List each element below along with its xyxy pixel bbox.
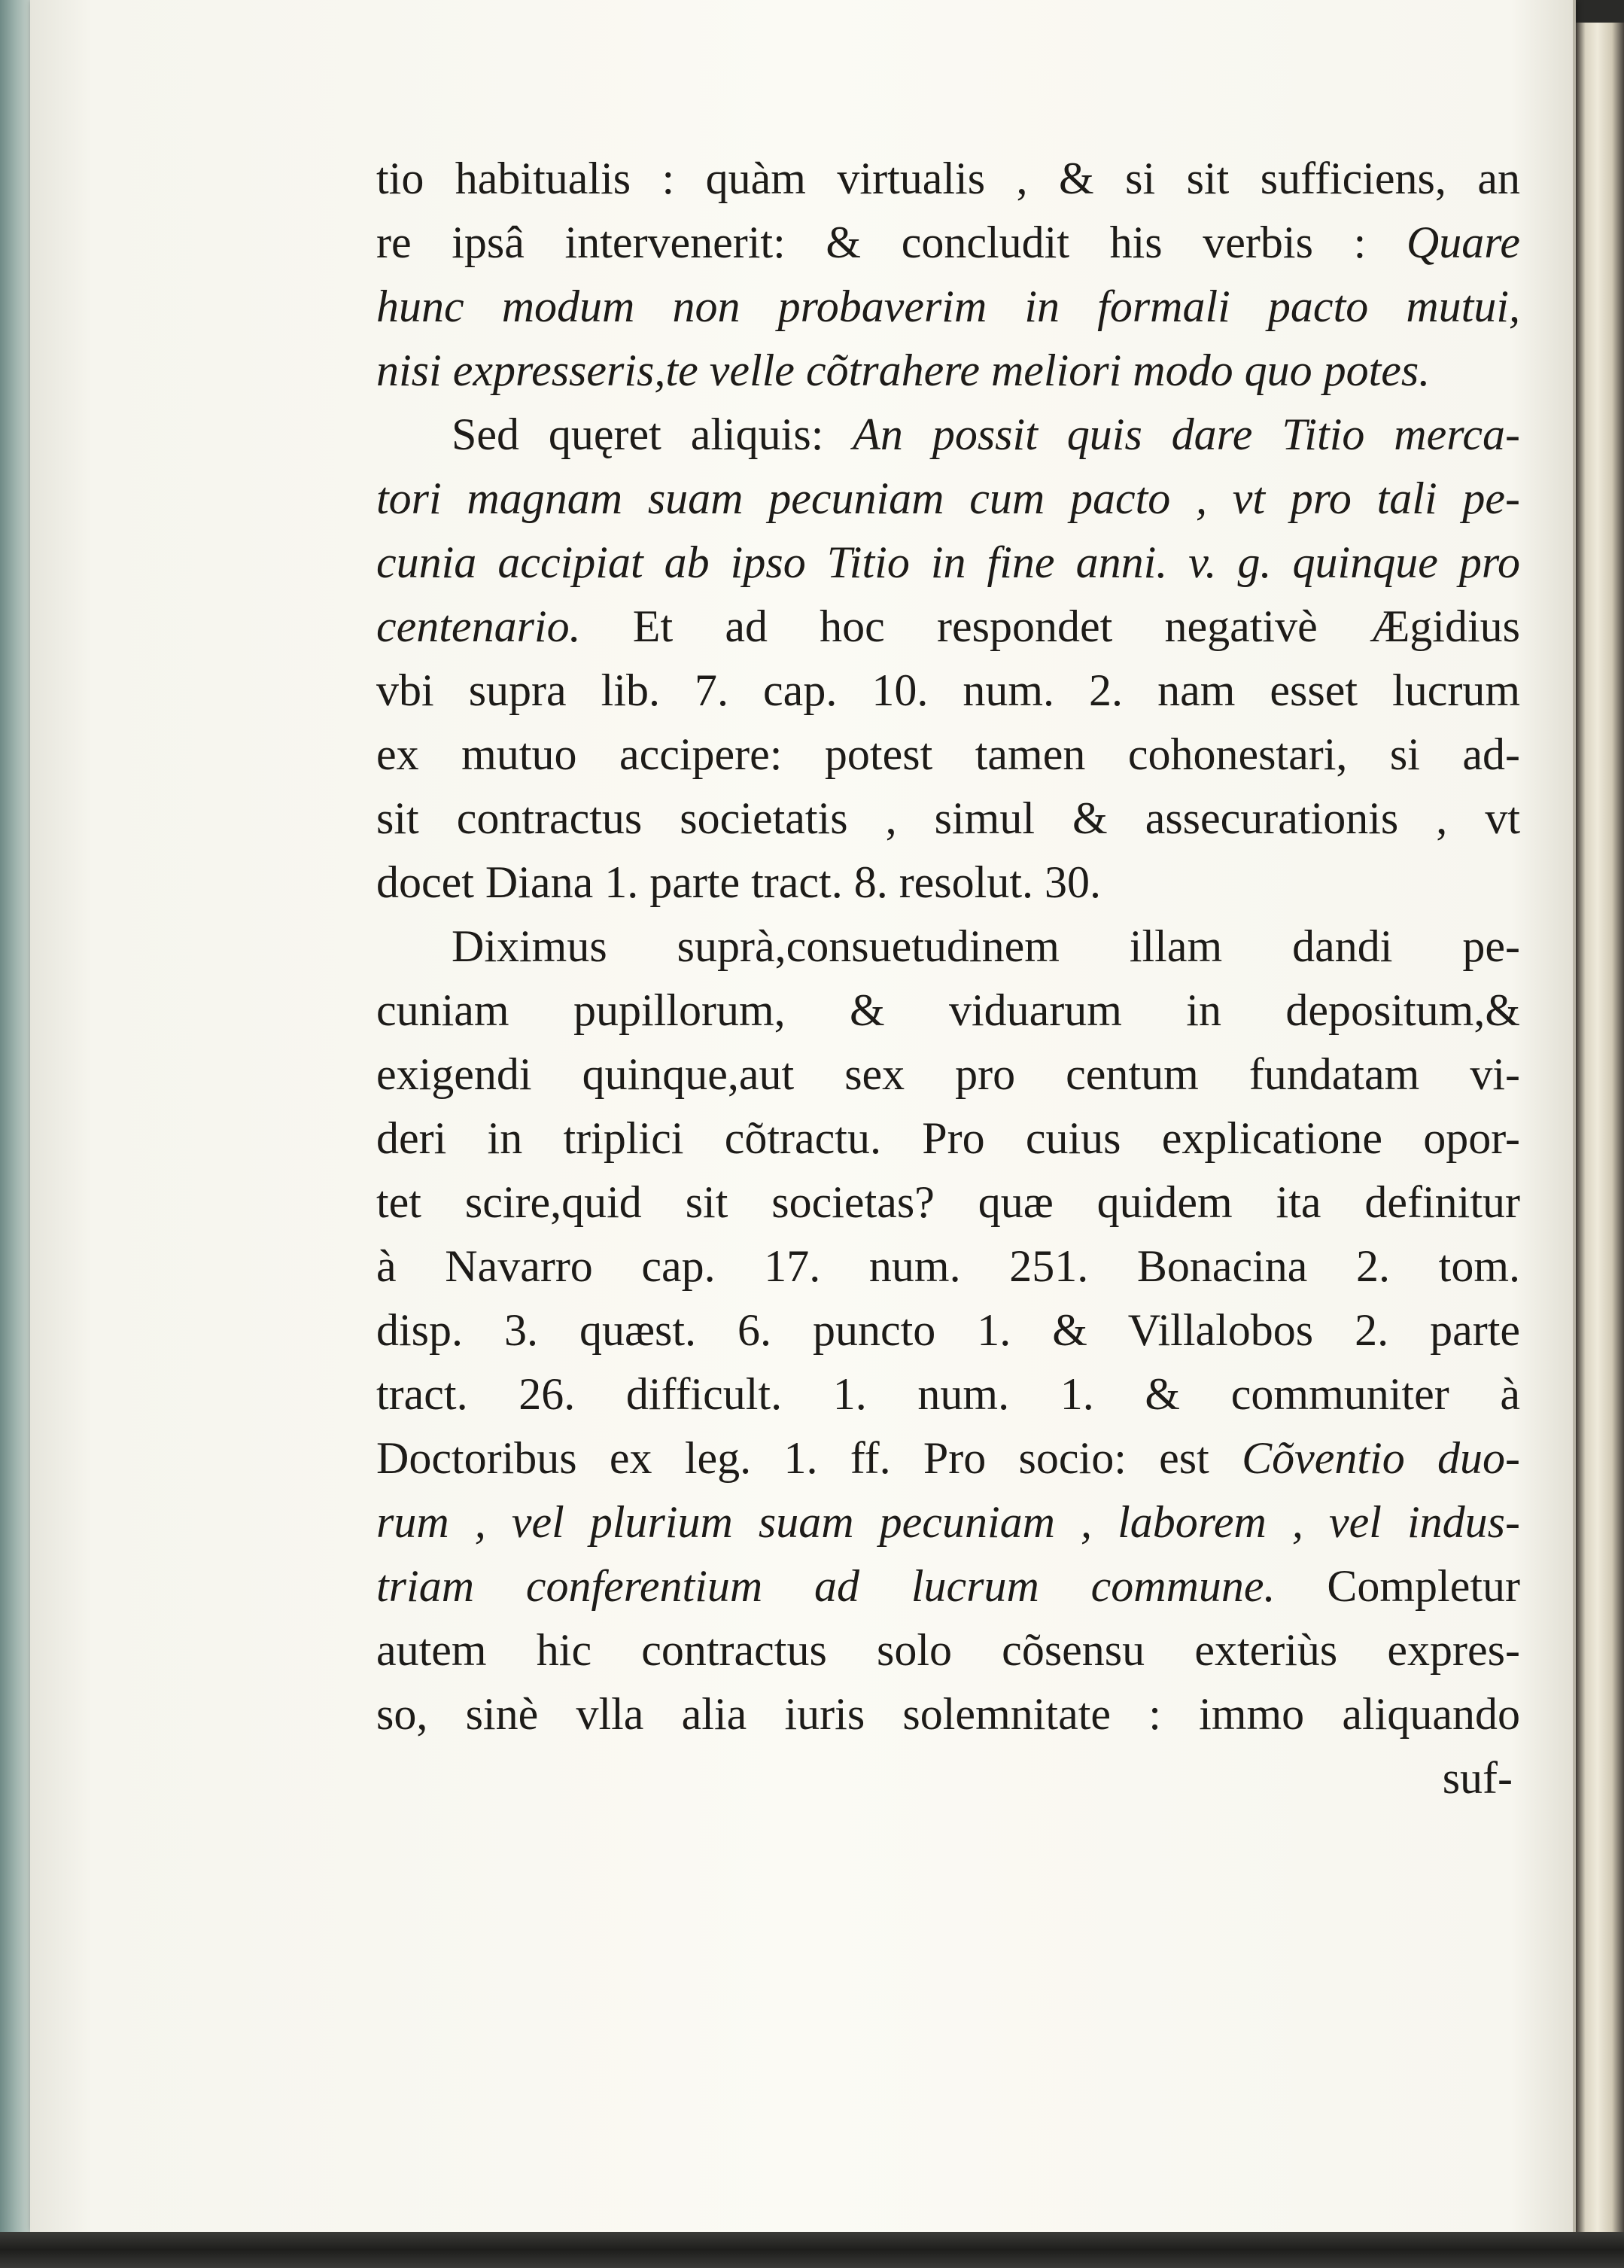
text-line	[376, 1426, 1520, 1490]
text-segment: tet scire,quid sit societas? quæ quidem ita definitur	[376, 1177, 1520, 1227]
text-segment: Sed quęret aliquis:	[452, 409, 853, 459]
italic-text-segment: nisi expresseris,te velle cõtrahere meliori modo quo potes.	[376, 346, 1431, 395]
text-segment: tio habitualis : quàm virtualis , & si sit sufficiens, an	[376, 154, 1520, 203]
text-line	[376, 1107, 1520, 1171]
text-segment: Completur	[1327, 1561, 1520, 1611]
text-segment: à Navarro cap. 17. num. 251. Bonacina 2. tom.	[376, 1241, 1520, 1291]
text-segment: disp. 3. quæst. 6. puncto 1. & Villalobos 2. parte	[376, 1305, 1520, 1355]
show-through-bleed	[354, 83, 1407, 128]
text-segment: deri in triplici cõtractu. Pro cuius explicatione opor-	[376, 1113, 1520, 1163]
text-segment: ex mutuo accipere: potest tamen cohonestari, si ad-	[376, 729, 1520, 779]
text-line	[376, 659, 1520, 723]
text-segment: docet Diana 1. parte tract. 8. resolut. 30.	[376, 857, 1101, 907]
text-segment: autem hic contractus solo cõsensu exteriùs expres-	[376, 1625, 1520, 1675]
catchword-text: suf-	[1442, 1753, 1513, 1803]
text-line	[376, 147, 1520, 211]
text-line	[376, 787, 1520, 851]
text-line	[376, 915, 1520, 979]
text-line	[376, 1171, 1520, 1234]
text-line	[376, 1362, 1520, 1426]
page-edge	[1576, 23, 1624, 2236]
text-segment: Diximus suprà,consuetudinem illam dandi pe-	[452, 921, 1520, 971]
italic-text-segment: rum , vel plurium suam pecuniam , laborem , vel indus-	[376, 1497, 1520, 1547]
text-segment: tract. 26. difficult. 1. num. 1. & communiter à	[376, 1369, 1520, 1419]
text-segment: so, sinè vlla alia iuris solemnitate : immo aliquando	[376, 1689, 1520, 1739]
text-line	[376, 1682, 1520, 1746]
text-line	[376, 531, 1520, 595]
text-line	[376, 1554, 1520, 1618]
text-line	[376, 467, 1520, 531]
text-line	[376, 1618, 1520, 1682]
text-segment: vbi supra lib. 7. cap. 10. num. 2. nam esset lucrum	[376, 665, 1520, 715]
text-line	[376, 1490, 1520, 1554]
italic-text-segment: cunia accipiat ab ipso Titio in fine anni. v. g. quinque pro	[376, 537, 1520, 587]
page-body-text	[376, 147, 1520, 1810]
italic-text-segment: centenario.	[376, 601, 633, 651]
text-segment: cuniam pupillorum, & viduarum in depositum,&	[376, 985, 1520, 1035]
text-line	[376, 1234, 1520, 1298]
text-line	[376, 595, 1520, 659]
text-line	[376, 403, 1520, 467]
italic-text-segment: tori magnam suam pecuniam cum pacto , vt pro tali pe-	[376, 473, 1520, 523]
italic-text-segment: hunc modum non probaverim in formali pacto mutui,	[376, 282, 1520, 331]
italic-text-segment: An possit quis dare Titio merca-	[853, 409, 1520, 459]
text-segment: exigendi quinque,aut sex pro centum fundatam vi-	[376, 1049, 1520, 1099]
text-segment: Et ad hoc respondet negativè Ægidius	[632, 601, 1520, 651]
text-segment: sit contractus societatis , simul & assecurationis , vt	[376, 793, 1520, 843]
italic-text-segment: Quare	[1406, 218, 1520, 267]
text-line	[376, 979, 1520, 1043]
text-line	[376, 1298, 1520, 1362]
italic-text-segment: triam conferentium ad lucrum commune.	[376, 1561, 1327, 1611]
text-line	[376, 339, 1520, 403]
text-line	[376, 211, 1520, 275]
italic-text-segment: Cõventio duo-	[1242, 1433, 1520, 1483]
text-line	[376, 851, 1520, 915]
bottom-shadow	[0, 2232, 1624, 2268]
text-segment: Doctoribus ex leg. 1. ff. Pro socio: est	[376, 1433, 1242, 1483]
catchword	[376, 1746, 1520, 1810]
text-line	[376, 275, 1520, 339]
text-segment: re ipsâ intervenerit: & concludit his verbis :	[376, 218, 1407, 267]
text-line	[376, 1043, 1520, 1107]
text-line	[376, 723, 1520, 787]
